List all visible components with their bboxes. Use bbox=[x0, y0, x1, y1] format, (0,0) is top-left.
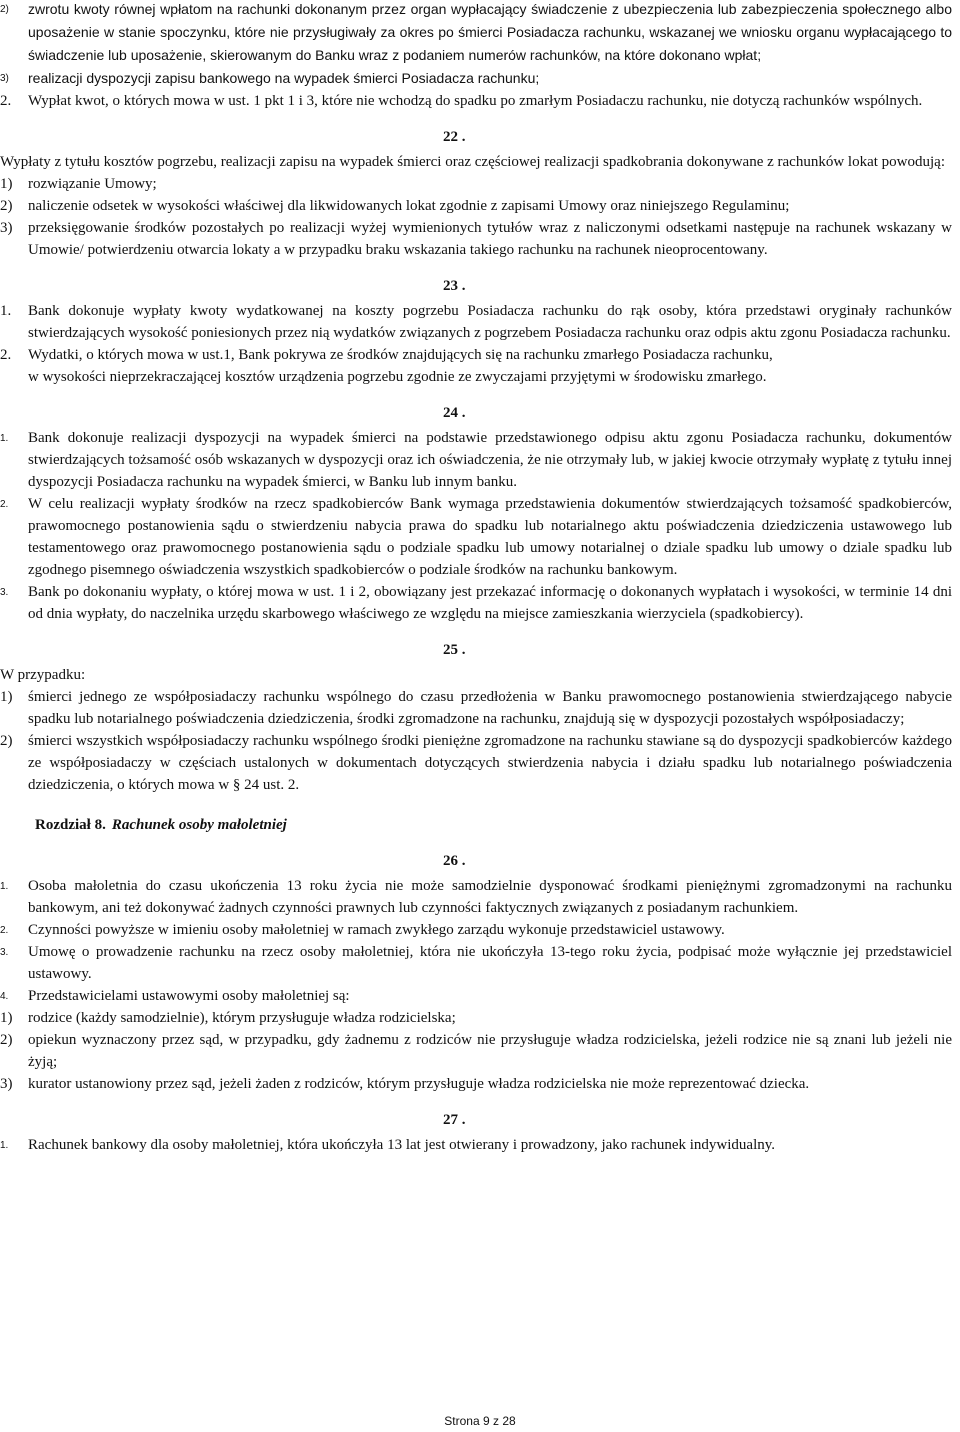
item-text: kurator ustanowiony przez sąd, jeżeli żaden z rodziców, którym przysługuje władza rodzicielska nie może reprezentować dziecka. bbox=[28, 1076, 810, 1092]
section-heading-26: 26 . bbox=[443, 853, 466, 869]
item-number: 2. bbox=[0, 347, 12, 363]
item-text: naliczenie odsetek w wysokości właściwej dla likwidowanych lokat zgodnie z zapisami Umowy oraz niniejszego Regulaminu; bbox=[28, 198, 790, 214]
item-text: realizacji dyspozycji zapisu bankowego na wypadek śmierci Posiadacza rachunku; bbox=[28, 70, 540, 86]
list-item bbox=[0, 686, 952, 730]
list-subitem bbox=[0, 1073, 952, 1095]
item-number: 1) bbox=[0, 176, 13, 192]
list-item bbox=[0, 493, 952, 581]
page-footer: Strona 9 z 28 bbox=[444, 1414, 516, 1428]
item-number: 4. bbox=[0, 991, 9, 1002]
item-text: Czynności powyższe w imieniu osoby małoletniej w ramach zwykłego zarządu wykonuje przedstawiciel ustawowy. bbox=[28, 922, 725, 938]
item-text: Bank dokonuje wypłaty kwoty wydatkowanej na koszty pogrzebu Posiadacza rachunku do rąk osoby, która przedstawi oryginały rachunków stwierdzających wysokość poniesionych przez nią wydatków związanych z pogrzebem Posiadacza rachunku oraz odpis aktu zgonu Posiadacza rachunku. bbox=[28, 303, 952, 341]
item-text: W celu realizacji wypłaty środków na rzecz spadkobierców Bank wymaga przedstawienia dokumentów stwierdzających tożsamość spadkobierców, prawomocnego postanowienia sądu o stwierdzeniu nabycia prawa do spadku lub notarialnego aktu poświadczenia dziedziczenia ustawowego lub testamentowego oraz prawomocnego postanowienia sądu o podziale spadku lub umowy notarialnej o dziale spadku lub umowy o dziale spadku lub zgodnego pisemnego oświadczenia wszystkich spadkobierców o podziale środków na rachunku bankowym. bbox=[28, 496, 952, 578]
list-item bbox=[0, 941, 952, 985]
section-heading-22: 22 . bbox=[443, 129, 466, 145]
item-text: przeksięgowanie środków pozostałych po realizacji wyżej wymienionych tytułów wraz z naliczonymi odsetkami następuje na rachunek wskazany w Umowie/ potwierdzeniu otwarcia lokaty a w przypadku braku wskazania takiego rachunku na rachunek nieoprocentowany. bbox=[28, 220, 952, 258]
item-number: 2) bbox=[0, 733, 13, 749]
list-item bbox=[0, 919, 952, 941]
list-item bbox=[0, 581, 952, 625]
list-item bbox=[0, 217, 952, 261]
item-text: Osoba małoletnia do czasu ukończenia 13 roku życia nie może samodzielnie dysponować środkami pieniężnymi zgromadzonymi na rachunku bankowym, ani też dokonywać żadnych czynności prawnych lub czynności faktycznych związanych z posiadanym rachunkiem. bbox=[28, 878, 952, 916]
item-number: 2. bbox=[0, 925, 9, 936]
list-item bbox=[0, 195, 952, 217]
item-text: rozwiązanie Umowy; bbox=[28, 176, 157, 192]
item-number: 3) bbox=[0, 1076, 13, 1092]
list-item bbox=[0, 67, 952, 90]
item-number: 2. bbox=[0, 93, 12, 109]
item-text: rodzice (każdy samodzielnie), którym przysługuje władza rodzicielska; bbox=[28, 1010, 456, 1026]
item-number: 1) bbox=[0, 1010, 13, 1026]
item-number: 1. bbox=[0, 433, 9, 444]
list-item bbox=[0, 730, 952, 796]
item-number: 3) bbox=[0, 73, 9, 84]
item-text: Wypłat kwot, o których mowa w ust. 1 pkt 1 i 3, które nie wchodzą do spadku po zmarłym Posiadaczu rachunku, nie dotyczą rachunków wspólnych. bbox=[28, 93, 923, 109]
item-number: 2) bbox=[0, 198, 13, 214]
item-number: 1. bbox=[0, 1140, 9, 1151]
item-number: 2) bbox=[0, 1032, 13, 1048]
item-number: 1. bbox=[0, 303, 12, 319]
list-item bbox=[0, 90, 952, 112]
item-number: 3. bbox=[0, 947, 9, 958]
list-item bbox=[0, 875, 952, 919]
section-heading-24: 24 . bbox=[443, 405, 466, 421]
list-subitem bbox=[0, 1029, 952, 1073]
item-text: Umowę o prowadzenie rachunku na rzecz osoby małoletniej, która nie ukończyła 13-tego roku życia, podpisać może wyłącznie jej przedstawiciel ustawowy. bbox=[28, 944, 952, 982]
list-item bbox=[0, 985, 952, 1007]
item-number: 1) bbox=[0, 689, 13, 705]
item-continuation: w wysokości nieprzekraczającej kosztów urządzenia pogrzebu zgodnie ze zwyczajami przyjętymi w środowisku zmarłego. bbox=[28, 369, 767, 385]
item-number: 2. bbox=[0, 499, 9, 510]
item-text: Przedstawicielami ustawowymi osoby małoletniej są: bbox=[28, 988, 350, 1004]
item-text: zwrotu kwoty równej wpłatom na rachunki dokonanym przez organ wypłacający świadczenie z ubezpieczenia lub zabezpieczenia społecznego albo uposażenie w stanie spoczynku, które nie przysługiwały za okres po śmierci Posiadacza rachunku, wskazanej we wniosku organu wypłacającego to świadczenie lub uposażenie, skierowanym do Banku wraz z podaniem numerów rachunków, na które dokonano wpłat; bbox=[28, 1, 952, 63]
section-intro: Wypłaty z tytułu kosztów pogrzebu, realizacji zapisu na wypadek śmierci oraz częściowej realizacji spadkobrania dokonywane z rachunków lokat powodują: bbox=[0, 154, 945, 170]
item-text: śmierci wszystkich współposiadaczy rachunku wspólnego środki pieniężne zgromadzone na rachunku stawiane są do dyspozycji spadkobierców każdego ze współposiadaczy w częściach ustalonych w dokumentach dotyczących stwierdzenia nabycia i działu spadku lub notarialnego poświadczenia dziedziczenia, o których mowa w § 24 ust. 2. bbox=[28, 733, 952, 793]
chapter-title: Rozdział 8. bbox=[35, 817, 106, 833]
list-item bbox=[0, 1134, 952, 1156]
list-item bbox=[0, 427, 952, 493]
list-item bbox=[0, 344, 952, 366]
item-number: 3) bbox=[0, 220, 13, 236]
item-text: Bank po dokonaniu wypłaty, o której mowa w ust. 1 i 2, obowiązany jest przekazać informację o dokonanych wypłatach i wysokości, w terminie 14 dni od dnia wypłaty, do naczelnika urzędu skarbowego właściwego ze względu na miejsce zamieszkania wierzyciela (spadkobiercy). bbox=[28, 584, 952, 622]
item-text: Rachunek bankowy dla osoby małoletniej, która ukończyła 13 lat jest otwierany i prowadzony, jako rachunek indywidualny. bbox=[28, 1137, 776, 1153]
item-text: opiekun wyznaczony przez sąd, w przypadku, gdy żadnemu z rodziców nie przysługuje władza rodzicielska, jeżeli rodzice nie są znani lub jeżeli nie żyją; bbox=[28, 1032, 952, 1070]
item-text: Wydatki, o których mowa w ust.1, Bank pokrywa ze środków znajdujących się na rachunku zmarłego Posiadacza rachunku, bbox=[28, 347, 773, 363]
item-number: 3. bbox=[0, 587, 9, 598]
section-intro: W przypadku: bbox=[0, 667, 86, 683]
item-number: 1. bbox=[0, 881, 9, 892]
section-heading-27: 27 . bbox=[443, 1112, 466, 1128]
section-heading-25: 25 . bbox=[443, 642, 466, 658]
item-number: 2) bbox=[0, 4, 9, 15]
chapter-subtitle: Rachunek osoby małoletniej bbox=[111, 817, 287, 833]
list-item bbox=[0, 173, 952, 195]
item-text: śmierci jednego ze współposiadaczy rachunku wspólnego do czasu przedłożenia w Banku prawomocnego postanowienia stwierdzającego nabycie spadku lub notarialnego poświadczenia dziedziczenia, środki zgromadzone na rachunku, znajdują się w dyspozycji pozostałych współposiadaczy; bbox=[28, 689, 952, 727]
list-item bbox=[0, 0, 952, 67]
section-heading-23: 23 . bbox=[443, 278, 466, 294]
chapter-heading bbox=[0, 814, 956, 836]
list-subitem bbox=[0, 1007, 952, 1029]
item-text: Bank dokonuje realizacji dyspozycji na wypadek śmierci na podstawie przedstawionego odpisu aktu zgonu Posiadacza rachunku, dokumentów stwierdzających tożsamość osób wskazanych w dyspozycji oraz ich oświadczenia, że nie otrzymały lub, w jakiej kwocie otrzymały wypłatę z tytułu innej dyspozycji Posiadacza rachunku na wypadek śmierci, w Banku lub innym banku. bbox=[28, 430, 952, 490]
list-item bbox=[0, 300, 952, 344]
